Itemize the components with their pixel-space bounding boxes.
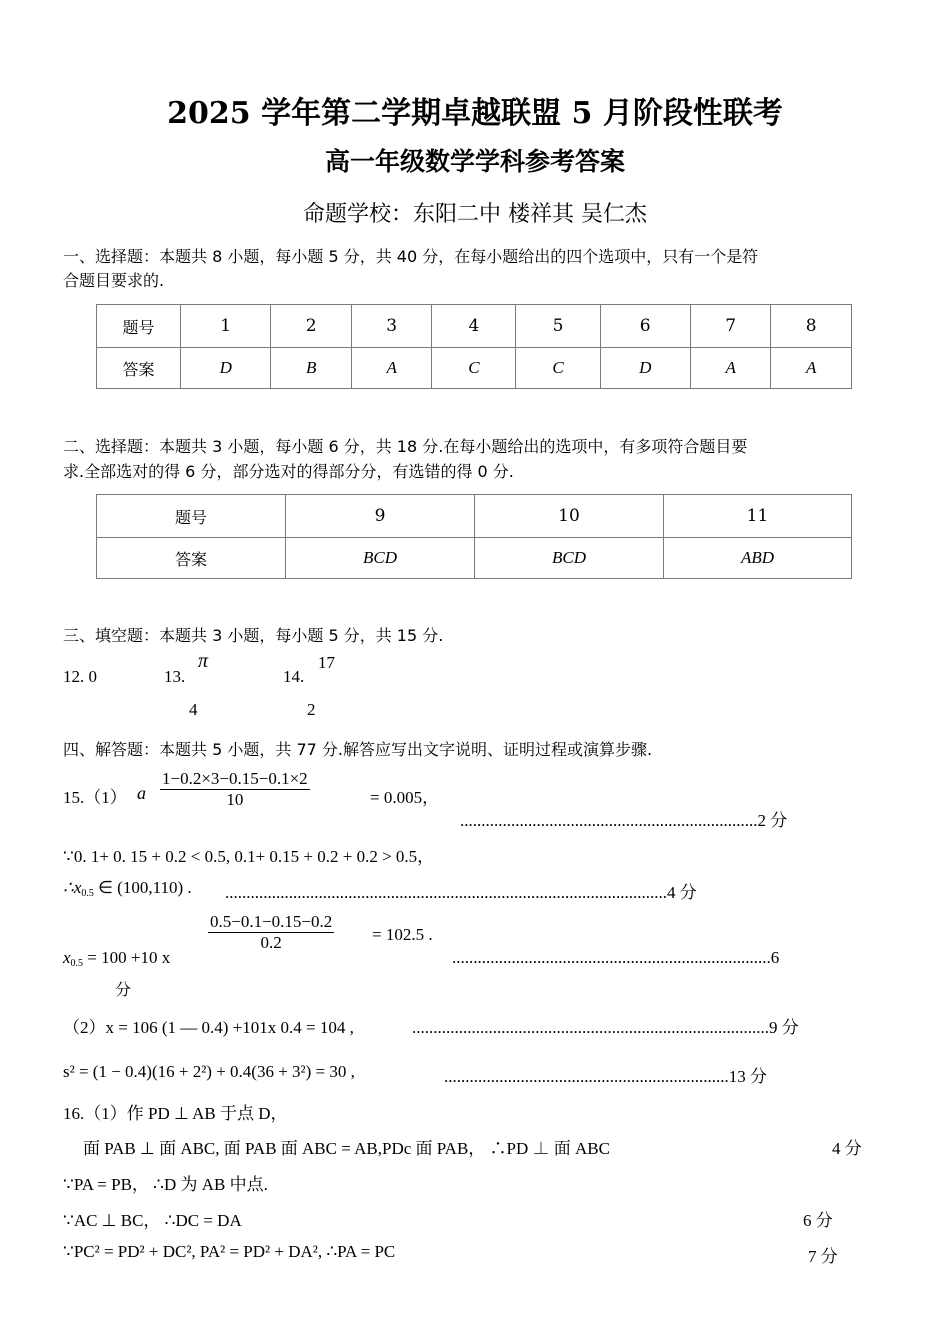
answer-12: 12. 0 <box>63 667 97 686</box>
answer-cell: A <box>771 348 852 389</box>
q15-median-numerator: 0.5−0.1−0.15−0.2 <box>210 912 333 931</box>
section1-intro-line1: 一、选择题：本题共 8 小题，每小题 5 分，共 40 分，在每小题给出的四个选项中，只有一个是符 <box>63 247 759 266</box>
question-number-cell: 8 <box>771 305 852 348</box>
question-number-cell: 1 <box>181 305 271 348</box>
q15-variable-a: a <box>137 783 146 803</box>
q15-median-line <box>63 948 170 969</box>
q15-score-3-unit: 分 <box>115 980 132 999</box>
q15-fraction-result: = 0.005， <box>370 788 440 807</box>
table-header-cell: 答案 <box>97 348 181 389</box>
question-number-cell: 2 <box>271 305 352 348</box>
q15-median-expression: = 100 +10 x <box>83 948 171 967</box>
question-number-cell: 3 <box>351 305 432 348</box>
answer-cell: B <box>271 348 352 389</box>
answer-14-denominator: 2 <box>307 700 316 719</box>
q15-fraction <box>160 769 310 810</box>
answer-cell: D <box>600 348 690 389</box>
section2-answer-table <box>96 494 852 579</box>
q15-score-4: ....................................................................................9 分 <box>412 1018 799 1037</box>
q15-because-line: ∵0. 1+ 0. 15 + 0.2 < 0.5, 0.1+ 0.15 + 0.2 + 0.2 > 0.5， <box>63 847 435 866</box>
answer-cell: BCD <box>286 538 475 579</box>
q15-median-x: x <box>63 948 71 967</box>
section2-intro-line1: 二、选择题：本题共 3 小题，每小题 6 分，共 18 分.在每小题给出的选项中，有多项符合题目要 <box>63 437 748 456</box>
section1-answer-table <box>96 304 852 389</box>
answer-cell: C <box>516 348 600 389</box>
q15-fraction-denominator: 10 <box>226 790 244 809</box>
q16-line-3: ∵PA = PB， ∴D 为 AB 中点. <box>63 1175 268 1194</box>
answer-cell: D <box>181 348 271 389</box>
q15-interval: ∈ (100,110) . <box>93 878 192 897</box>
answer-13-numerator: π <box>198 650 209 672</box>
q15-score-3: ...........................................................................6 <box>452 948 780 967</box>
q16-line-4: ∵AC ⊥ BC， ∴DC = DA <box>63 1211 242 1230</box>
q15-score-5: ...................................................................13 分 <box>444 1067 767 1086</box>
q16-line-5: ∵PC² = PD² + DC², PA² = PD² + DA², ∴PA = PC <box>63 1242 396 1261</box>
answer-13-denominator: 4 <box>189 700 198 719</box>
q15-median-result: = 102.5 . <box>372 925 433 944</box>
section1-intro-line2: 合题目要求的. <box>63 271 165 290</box>
answer-cell: A <box>351 348 432 389</box>
q15-therefore-x: ∴x <box>63 878 82 897</box>
author-line: 命题学校：东阳二中 楼祥其 吴仁杰 <box>303 202 647 227</box>
answer-14-numerator: 17 <box>318 653 335 672</box>
q15-subscript: 0.5 <box>81 888 94 899</box>
section3-intro: 三、填空题：本题共 3 小题，每小题 5 分，共 15 分. <box>63 626 444 645</box>
question-number-cell: 5 <box>516 305 600 348</box>
q15-median-denominator: 0.2 <box>260 933 282 952</box>
q15-median-subscript: 0.5 <box>70 958 84 969</box>
table-header-cell: 答案 <box>97 538 286 579</box>
question-number-cell: 4 <box>432 305 516 348</box>
table-header-cell: 题号 <box>97 305 181 348</box>
q16-score-3: 7 分 <box>808 1247 838 1266</box>
answer-13-label: 13. <box>164 667 186 686</box>
q15-score-1: ......................................................................2 分 <box>460 811 788 830</box>
answer-14-label: 14. <box>283 667 305 686</box>
q15-score-2: ........................................................................................................4 分 <box>225 883 697 902</box>
section2-intro-line2: 求.全部选对的得 6 分，部分选对的得部分分，有选错的得 0 分. <box>63 462 514 481</box>
q16-line-2: 面 PAB ⊥ 面 ABC, 面 PAB 面 ABC = AB,PDc 面 PAB， ∴PD ⊥ 面 ABC <box>83 1139 610 1158</box>
q15-part2: （2）x = 106 (1 — 0.4) +101x 0.4 = 104 , <box>63 1018 354 1037</box>
question-number-cell: 6 <box>600 305 690 348</box>
answer-cell: BCD <box>475 538 664 579</box>
q15-label: 15.（1） <box>63 788 127 807</box>
question-number-cell: 11 <box>664 495 852 538</box>
page-title: 2025 学年第二学期卓越联盟 5 月阶段性联考 <box>167 96 783 131</box>
answer-cell: ABD <box>664 538 852 579</box>
page-subtitle: 高一年级数学学科参考答案 <box>324 147 625 176</box>
table-header-cell: 题号 <box>97 495 286 538</box>
q15-fraction-numerator: 1−0.2×3−0.15−0.1×2 <box>162 769 308 788</box>
q15-median-fraction <box>208 912 334 953</box>
q15-median-interval <box>63 878 192 899</box>
q15-variance: s² = (1 − 0.4)(16 + 2²) + 0.4(36 + 3²) = 30 , <box>63 1062 355 1081</box>
answer-cell: A <box>690 348 771 389</box>
q16-line-1: 16.（1）作 PD ⊥ AB 于点 D， <box>63 1104 288 1123</box>
q16-score-2: 6 分 <box>803 1211 833 1230</box>
q16-score-1: 4 分 <box>832 1139 862 1158</box>
answer-cell: C <box>432 348 516 389</box>
question-number-cell: 7 <box>690 305 771 348</box>
section4-intro: 四、解答题：本题共 5 小题，共 77 分.解答应写出文字说明、证明过程或演算步骤. <box>63 740 653 759</box>
question-number-cell: 9 <box>286 495 475 538</box>
question-number-cell: 10 <box>475 495 664 538</box>
